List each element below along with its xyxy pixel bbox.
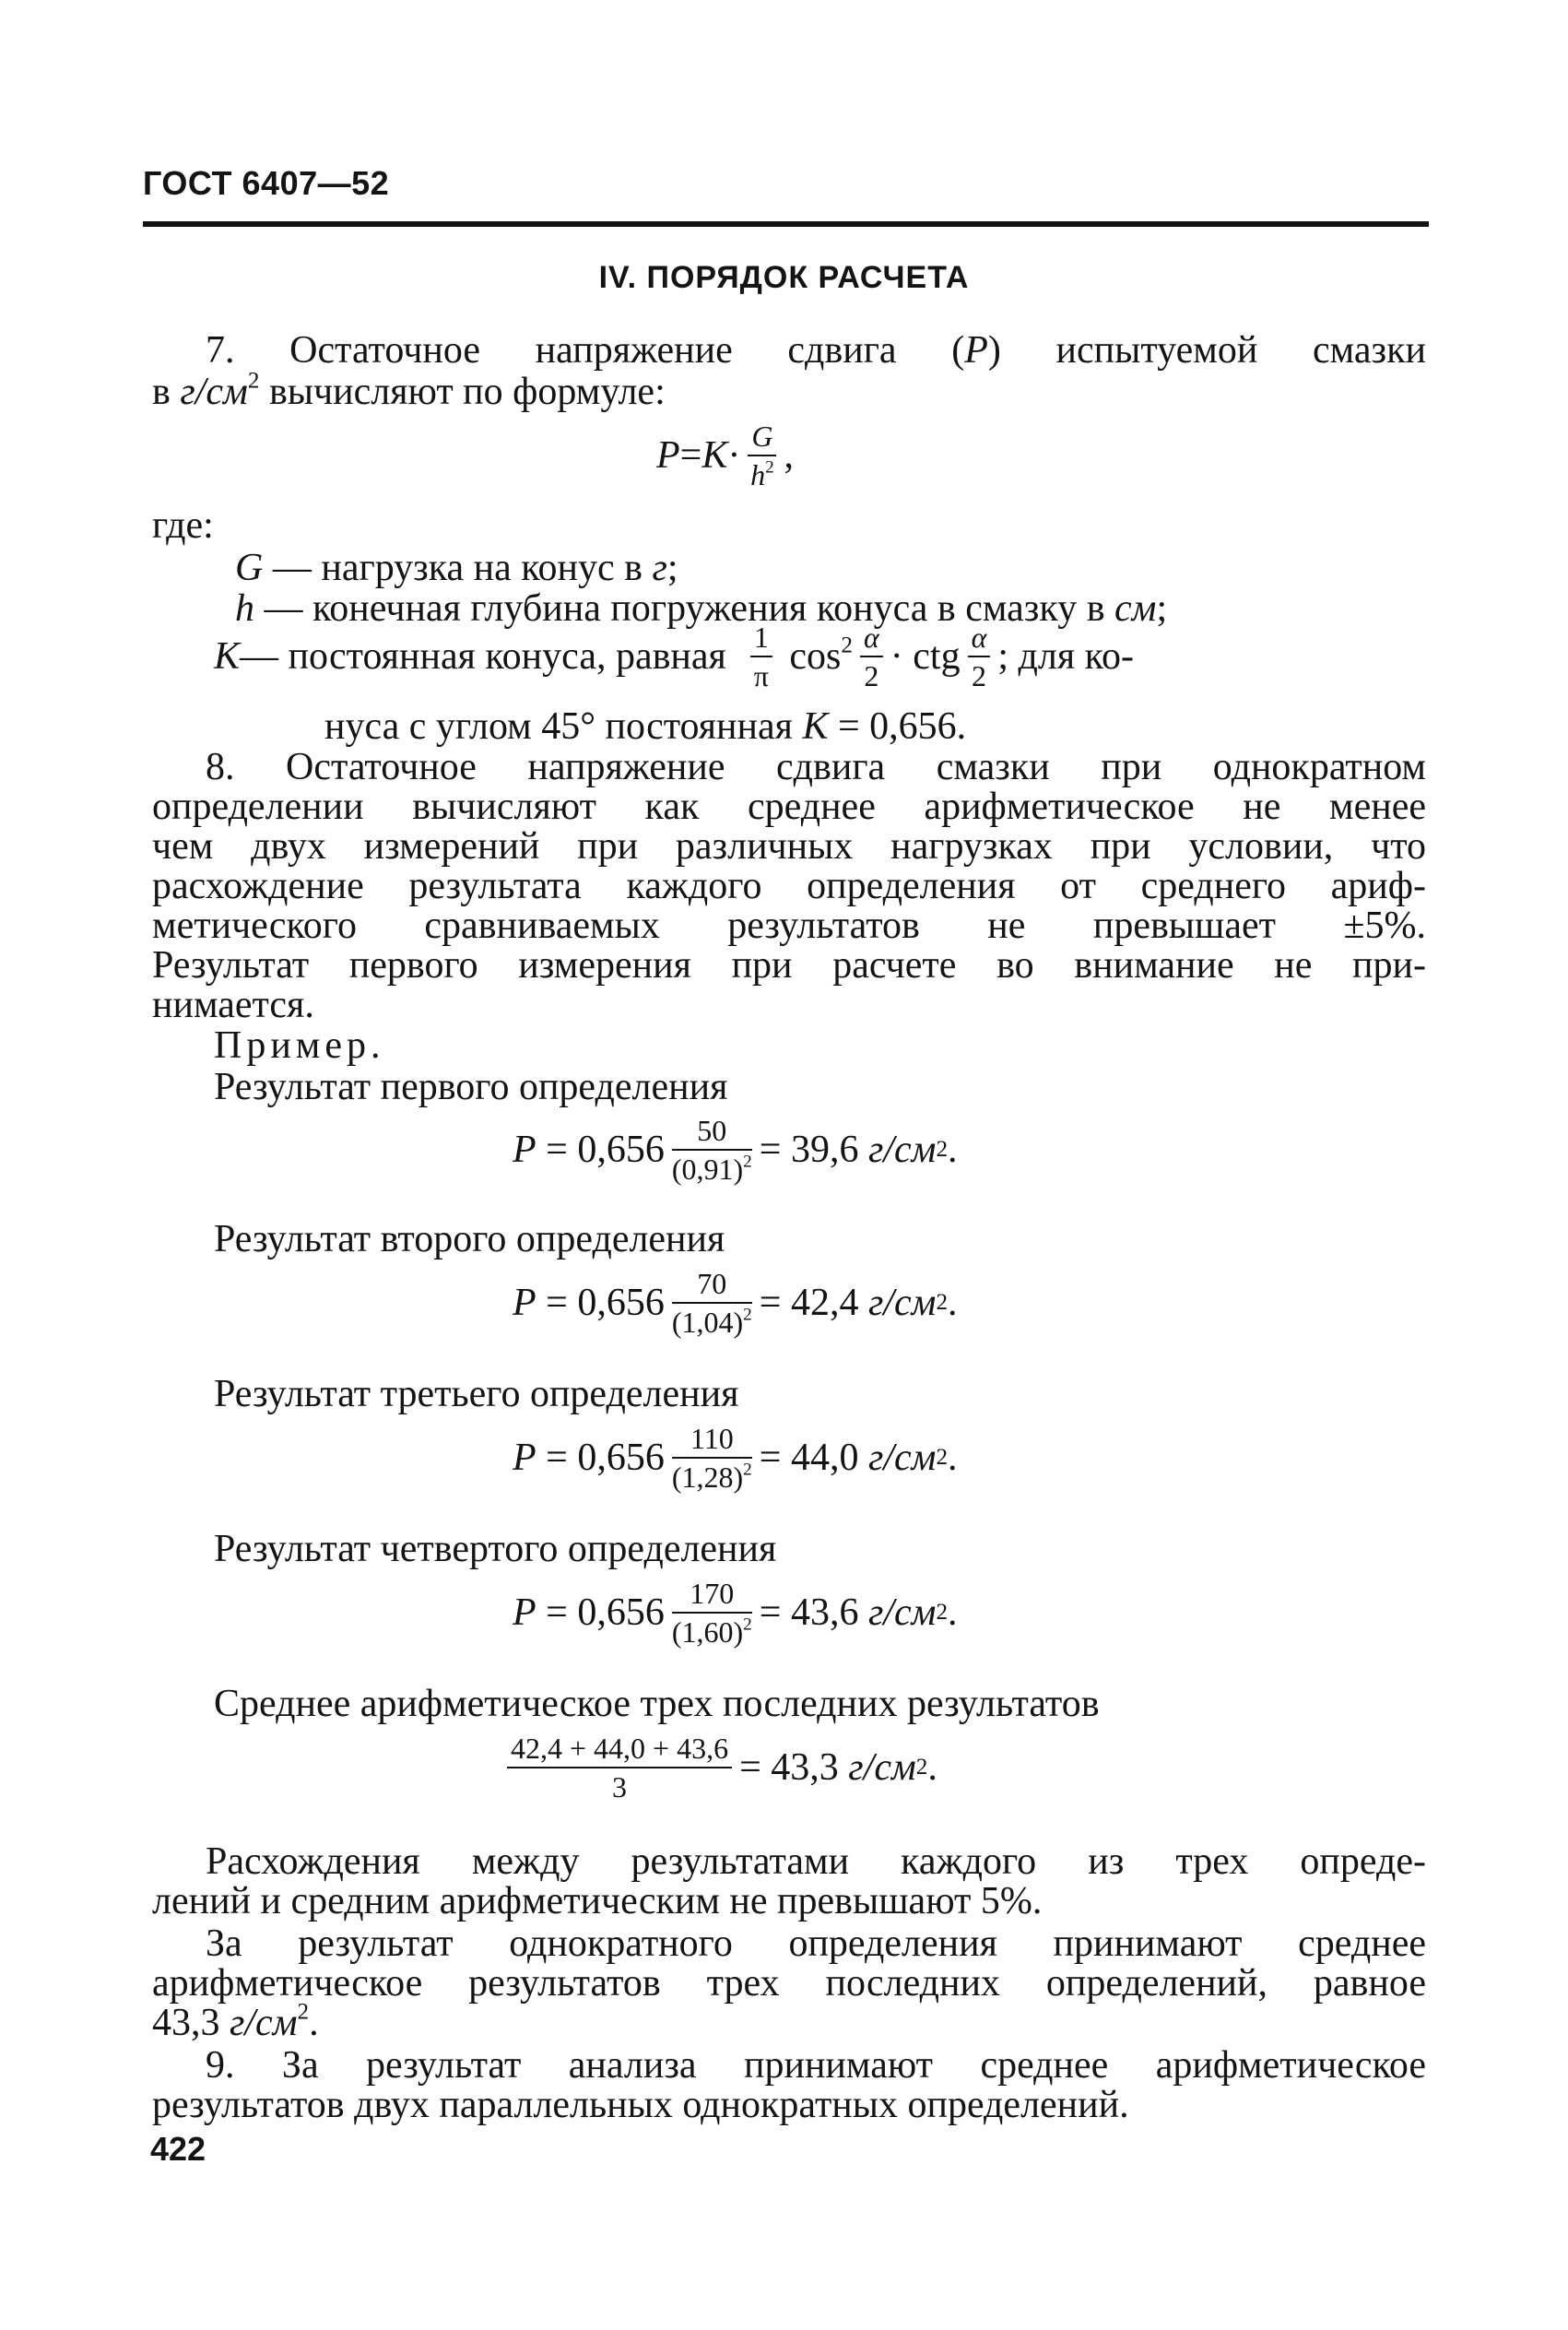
def-g: G — нагрузка на конус в г; xyxy=(235,547,678,589)
example-1-label: Результат первого определения xyxy=(214,1066,728,1108)
where-label: где: xyxy=(152,504,214,547)
p8-line-5: метического сравниваемых результатов не превышает ±5%. xyxy=(152,905,1426,947)
example-2-formula: P = 0,656 $\frac{70}{(1,04)^2}$ = 42,4 г/см 2 . xyxy=(513,1267,958,1339)
header-rule xyxy=(143,221,1429,227)
discrepancy-line-1: Расхождения между результатами каждого из трех опреде- xyxy=(206,1840,1426,1883)
example-4-label: Результат четвертого определения xyxy=(214,1528,777,1570)
document-header: ГОСТ 6407—52 xyxy=(143,164,390,202)
example-3-formula: P = 0,656 $\frac{110}{(1,28)^2}$ = 44,0 г/см 2 . xyxy=(513,1422,958,1494)
result-line-1: За результат однократного определения принимают среднее xyxy=(206,1922,1426,1965)
example-2-label: Результат второго определения xyxy=(214,1218,725,1260)
p8-line-2: определении вычисляют как среднее арифметическое не менее xyxy=(152,786,1426,828)
example-1-formula: P = 0,656 $\frac{50}{(0,91)^2}$ = 39,6 г/см 2 . xyxy=(513,1114,958,1186)
def-k: K — постоянная конуса, равная $\frac{1}{\pi}$ $\cos^2$ $\frac{\alpha}{2}$ · ctg $\frac{\alpha}{2}$ ; для ко- xyxy=(214,621,1134,692)
p7-line-2: в $г/см^2$ вычисляют по формуле: xyxy=(152,368,666,413)
result-line-2: арифметическое результатов трех последних определений, равное xyxy=(152,1962,1426,2005)
example-3-label: Результат третьего определения xyxy=(214,1373,739,1415)
p8-line-1: 8. Остаточное напряжение сдвига смазки при однократном xyxy=(206,746,1426,788)
mean-formula: $\frac{42,4 + 44,0 + 43,6}{3}$ = 43,3 г/см 2 . xyxy=(507,1732,937,1804)
p7-line-1: 7. Остаточное напряжение сдвига (P) испытуемой смазки xyxy=(206,329,1426,372)
main-formula: P = K · $\frac{G}{h^2}$ , xyxy=(656,420,794,491)
p8-line-3: чем двух измерений при различных нагрузках при условии, что xyxy=(152,825,1426,868)
p9-line-2: результатов двух параллельных однократных определений. xyxy=(152,2084,1129,2126)
p8-line-7: нимается. xyxy=(152,984,314,1026)
example-label: Пример. xyxy=(214,1024,385,1067)
discrepancy-line-2: лений и средним арифметическим не превышают 5%. xyxy=(152,1880,1043,1922)
section-title: IV. ПОРЯДОК РАСЧЕТА xyxy=(598,260,970,295)
example-4-formula: P = 0,656 $\frac{170}{(1,60)^2}$ = 43,6 г/см 2 . xyxy=(513,1577,958,1649)
p8-line-4: расхождение результата каждого определения от среднего ариф- xyxy=(152,865,1426,907)
def-h: h — конечная глубина погружения конуса в смазку в см; xyxy=(235,587,1168,630)
page-number: 422 xyxy=(150,2130,206,2168)
p8-line-6: Результат первого измерения при расчете во внимание не при- xyxy=(152,944,1426,987)
def-k-line-2: нуса с углом 45° постоянная K = 0,656. xyxy=(324,705,967,748)
result-line-3: 43,3 $г/см^2$. xyxy=(152,1999,319,2044)
mean-label: Среднее арифметическое трех последних результатов xyxy=(214,1683,1100,1725)
p9-line-1: 9. За результат анализа принимают среднее арифметическое xyxy=(206,2044,1426,2087)
main-formula-fraction: $\frac{G}{h^2}$ xyxy=(748,420,776,491)
